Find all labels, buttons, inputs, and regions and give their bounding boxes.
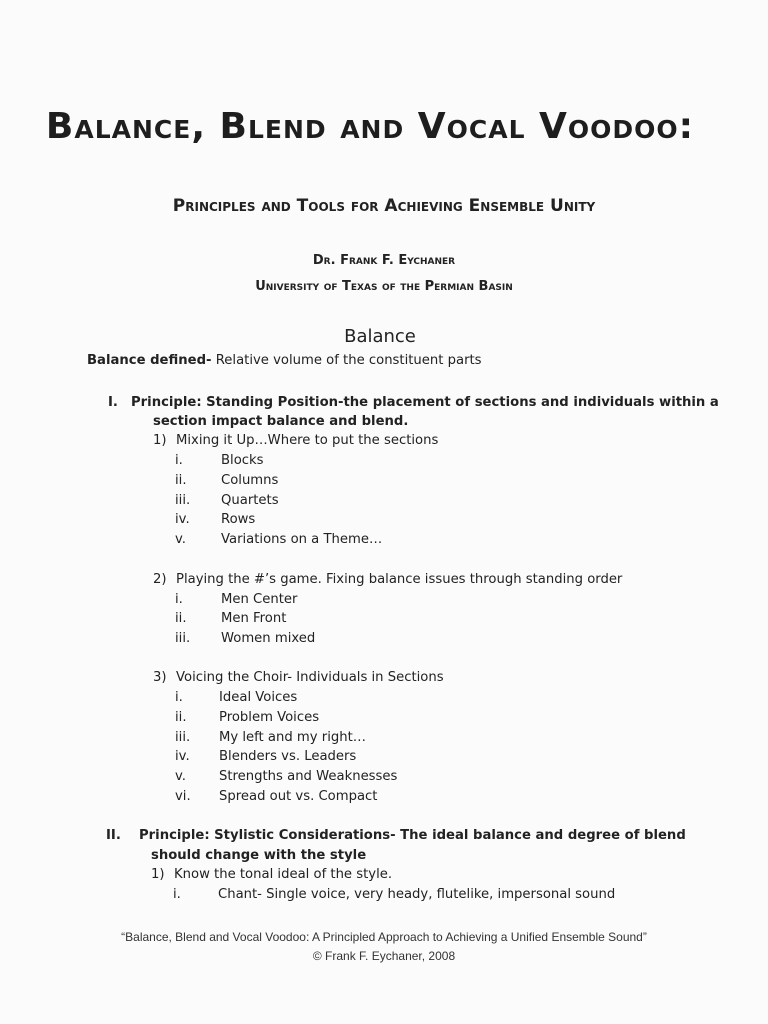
- list-item-marker: ii.: [175, 611, 187, 626]
- list-item: Blenders vs. Leaders: [219, 749, 357, 764]
- list-item-marker: iv.: [175, 749, 190, 764]
- principle-2-marker: II.: [106, 828, 121, 843]
- principle-1-marker: I.: [108, 395, 118, 410]
- list-item-marker: ii.: [175, 710, 187, 725]
- list-item-marker: v.: [175, 769, 186, 784]
- list-item-marker: i.: [175, 453, 183, 468]
- list-item: Women mixed: [221, 631, 316, 646]
- list-item-marker: i.: [175, 690, 183, 705]
- principle-1-line-1: Principle: Standing Position-the placement of sections and individuals within a: [131, 395, 719, 410]
- list-item-marker: iv.: [175, 512, 190, 527]
- principle-2-line-2: should change with the style: [151, 848, 367, 863]
- subpoint-2-1-text: Know the tonal ideal of the style.: [174, 867, 393, 882]
- list-item: Columns: [221, 473, 279, 488]
- list-item: Strengths and Weaknesses: [219, 769, 398, 784]
- document-subtitle: Principles and Tools for Achieving Ensemble Unity: [172, 196, 596, 216]
- subpoint-1-2-number: 2): [153, 572, 167, 587]
- list-item: Spread out vs. Compact: [219, 789, 378, 804]
- list-item: Rows: [221, 512, 256, 527]
- list-item: Men Front: [221, 611, 287, 626]
- list-item-marker: i.: [175, 592, 183, 607]
- list-item-marker: vi.: [175, 789, 191, 804]
- subpoint-1-3-text: Voicing the Choir- Individuals in Sections: [176, 670, 444, 685]
- definition-line: [87, 353, 482, 368]
- list-item: Ideal Voices: [219, 690, 298, 705]
- footer-copyright: © Frank F. Eychaner, 2008: [312, 949, 456, 963]
- principle-2-line-1: Principle: Stylistic Considerations- The ideal balance and degree of blend: [139, 828, 686, 843]
- list-item: Quartets: [221, 493, 279, 508]
- list-item: Problem Voices: [219, 710, 320, 725]
- definition-term: Balance defined-: [87, 353, 212, 368]
- subpoint-1-1-text: Mixing it Up…Where to put the sections: [176, 433, 439, 448]
- list-item: Blocks: [221, 453, 264, 468]
- subpoint-1-1-number: 1): [153, 433, 167, 448]
- section-heading-balance: Balance: [344, 326, 416, 347]
- author-name: Dr. Frank F. Eychaner: [312, 253, 456, 268]
- list-item-marker: v.: [175, 532, 186, 547]
- definition-text: Relative volume of the constituent parts: [215, 353, 482, 368]
- list-item-marker: i.: [173, 887, 181, 902]
- list-item-marker: ii.: [175, 473, 187, 488]
- principle-1-line-2: section impact balance and blend.: [153, 414, 409, 429]
- document-title: Balance, Blend and Vocal Voodoo:: [45, 106, 695, 147]
- list-item-marker: iii.: [175, 730, 191, 745]
- list-item-marker: iii.: [175, 493, 191, 508]
- list-item-marker: iii.: [175, 631, 191, 646]
- list-item: My left and my right…: [219, 730, 366, 745]
- author-affiliation: University of Texas of the Permian Basin: [255, 279, 513, 294]
- footer-citation: “Balance, Blend and Vocal Voodoo: A Principled Approach to Achieving a Unified Ensemble Sound”: [121, 930, 647, 944]
- list-item: Variations on a Theme…: [221, 532, 383, 547]
- subpoint-1-3-number: 3): [153, 670, 167, 685]
- list-item: Men Center: [221, 592, 298, 607]
- list-item: Chant- Single voice, very heady, flutelike, impersonal sound: [218, 887, 616, 902]
- subpoint-2-1-number: 1): [151, 867, 165, 882]
- subpoint-1-2-text: Playing the #’s game. Fixing balance issues through standing order: [176, 572, 623, 587]
